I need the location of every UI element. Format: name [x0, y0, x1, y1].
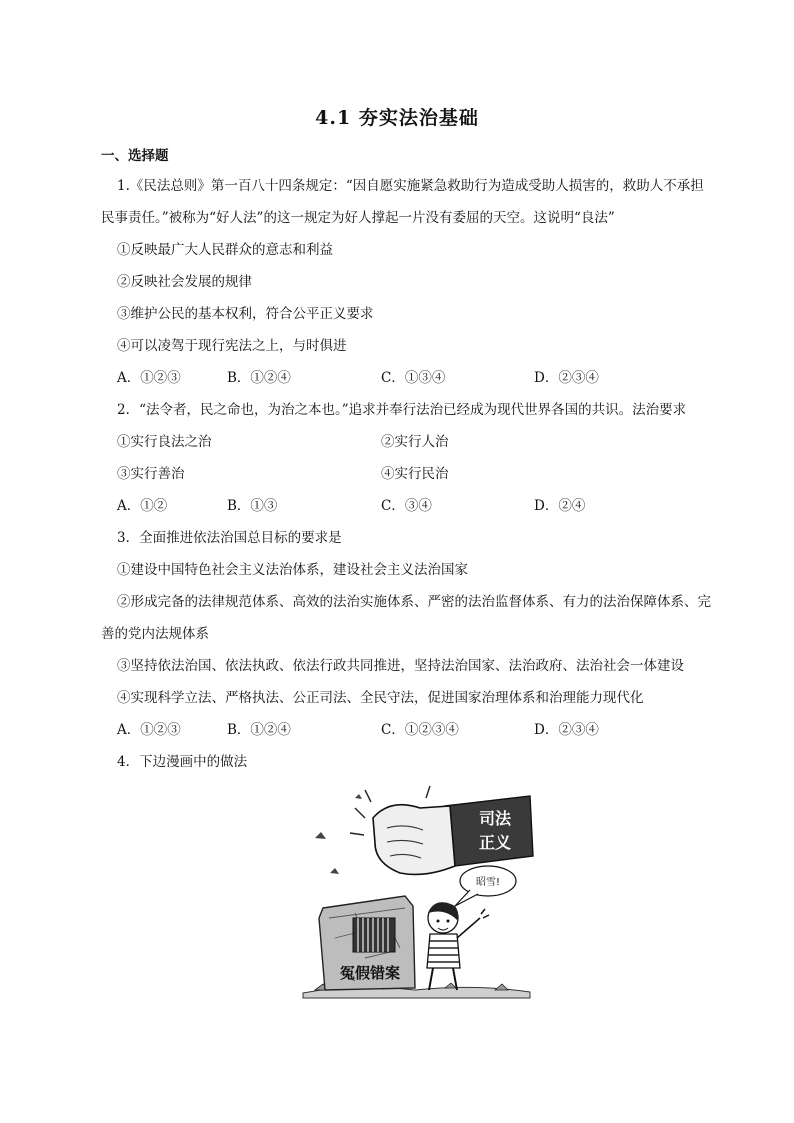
q2-item: ②实行人治 [381, 434, 449, 450]
q1-stem-line2: 民事责任。”被称为“好人法”的这一规定为好人撑起一片没有委屈的天空。这说明“良法” [101, 210, 615, 226]
q3-choice-c[interactable]: C．①②③④ [381, 722, 459, 738]
section-heading: 一、选择题 [101, 148, 169, 164]
q2-item: ④实行民治 [381, 466, 449, 482]
child-body [427, 934, 460, 968]
q2-item: ③实行善治 [117, 466, 185, 482]
sleeve [445, 796, 533, 866]
q3-item: ②形成完备的法律规范体系、高效的法治实施体系、严密的法治监督体系、有力的法治保障体系、完 [117, 594, 711, 610]
q3-item: ④实现科学立法、严格执法、公正司法、全民守法，促进国家治理体系和治理能力现代化 [117, 690, 644, 706]
q1-choice-b[interactable]: B．①②④ [227, 370, 291, 386]
fist-icon [373, 805, 455, 875]
q1-choice-a[interactable]: A．①②③ [117, 370, 181, 386]
q3-choice-b[interactable]: B．①②④ [227, 722, 291, 738]
q2-choice-d[interactable]: D．②④ [534, 498, 586, 514]
q1-choice-d[interactable]: D．②③④ [534, 370, 599, 386]
child-arm [457, 909, 489, 938]
speech-tail [455, 890, 478, 906]
q3-choice-a[interactable]: A．①②③ [117, 722, 181, 738]
fist-label-line2: 正义 [478, 833, 512, 852]
q2-choice-a[interactable]: A．①② [117, 498, 168, 514]
q1-item: ②反映社会发展的规律 [117, 274, 252, 290]
barred-window [353, 918, 395, 952]
speech-text: 昭雪! [475, 877, 501, 888]
q1-stem-line1: 1.《民法总则》第一百八十四条规定：“因自愿实施紧急救助行为造成受助人损害的，救助人不承担 [117, 178, 704, 194]
q3-item: ③坚持依法治国、依法执政、依法行政共同推进，坚持法治国家、法治政府、法治社会一体建设 [117, 658, 684, 674]
q1-item: ①反映最广大人民群众的意志和利益 [117, 242, 333, 258]
page-title: 4.1 夯实法治基础 [315, 107, 479, 129]
fist-label-line1: 司法 [478, 809, 512, 828]
q3-item: ①建设中国特色社会主义法治体系，建设社会主义法治国家 [117, 562, 468, 578]
q2-choice-c[interactable]: C．③④ [381, 498, 432, 514]
stone-label: 冤假错案 [339, 964, 401, 982]
q3-choice-d[interactable]: D．②③④ [534, 722, 599, 738]
q4-stem: 4．下边漫画中的做法 [117, 754, 248, 770]
q1-item: ④可以凌驾于现行宪法之上，与时俱进 [117, 338, 347, 354]
q1-choice-c[interactable]: C．①③④ [381, 370, 446, 386]
q3-item-cont: 善的党内法规体系 [101, 626, 209, 642]
q3-stem: 3．全面推进依法治国总目标的要求是 [117, 530, 342, 546]
cartoon-illustration [295, 778, 535, 1003]
q1-item: ③维护公民的基本权利，符合公平正义要求 [117, 306, 374, 322]
q2-stem: 2．“法令者，民之命也，为治之本也。”追求并奉行法治已经成为现代世界各国的共识。法治要求 [117, 402, 687, 418]
q2-choice-b[interactable]: B．①③ [227, 498, 278, 514]
q2-item: ①实行良法之治 [117, 434, 212, 450]
window-bars [358, 918, 388, 952]
